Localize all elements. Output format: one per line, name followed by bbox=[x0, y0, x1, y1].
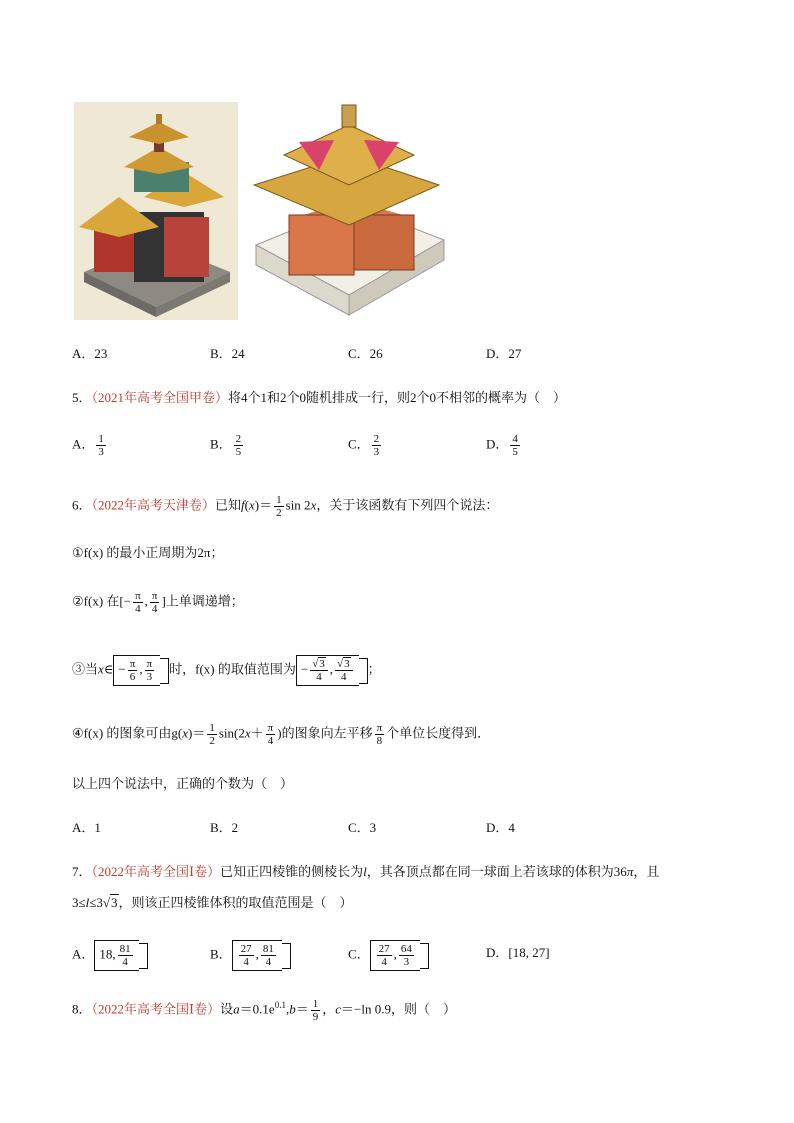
q6-option-c: C．3 bbox=[348, 820, 377, 835]
q4-option-d: D．27 bbox=[486, 346, 522, 361]
q4-option-a: A．23 bbox=[72, 346, 108, 361]
q8-stem: 8．（2022年高考全国Ⅰ卷）设$a=0.1e^{0.1},b=$ $\frac{1}{9}$ ，c＝−ln 0.9，则（ ） bbox=[72, 997, 456, 1023]
building-illustration-left bbox=[74, 102, 238, 320]
q7-option-d: D．[18, 27] bbox=[486, 945, 550, 960]
q6-statement-1: ①f(x) 的最小正周期为2π； bbox=[72, 545, 224, 560]
q7-option-b: B． $\frac{27}{4}$ , $\frac{81}{4}$ bbox=[210, 940, 291, 971]
q5-stem bbox=[72, 388, 566, 408]
q6-stem: 6．（2022年高考天津卷）已知f(x)＝ $\frac{1}{2}$ sin 2x，关于该函数有下列四个说法： bbox=[72, 494, 499, 519]
q6-option-b: B．2 bbox=[210, 820, 239, 835]
q6-statement-3: ③当x∈ − $\frac{\pi}{6}$ , $\frac{\pi}{3}$ 时，f(x) 的取值范围为 − $\frac{√3}{4}$ , $\frac{√3}{4}$ ； bbox=[72, 655, 381, 686]
q5-option-a: A． $\frac{1}{3}$ bbox=[72, 433, 104, 458]
q5-text: 将4个1和2个0随机排成一行，则2个0不相邻的概率为（ ） bbox=[228, 390, 567, 405]
building-illustration-right bbox=[244, 100, 454, 322]
q6-option-d: D．4 bbox=[486, 820, 515, 835]
q4-option-b: B．24 bbox=[210, 346, 245, 361]
q6-question: 以上四个说法中，正确的个数为（ ） bbox=[72, 776, 294, 791]
q6-statement-4: ④f(x) 的图象可由g(x)＝ $\frac{1}{2}$ sin(2x＋ $\frac{\pi}{4}$ )的图象向左平移 $\frac{\pi}{8}$ 个单位长度得到． bbox=[72, 722, 491, 747]
q5-option-d: D． $\frac{4}{5}$ bbox=[486, 433, 518, 458]
q5-option-c: C． $\frac{2}{3}$ bbox=[348, 433, 380, 458]
q6-option-a: A．1 bbox=[72, 820, 101, 835]
q7-stem-line2: 3≤l≤3√3，则该正四棱锥体积的取值范围是（ ） bbox=[72, 895, 353, 910]
q7-stem-line1: 7．（2022年高考全国Ⅰ卷）已知正四棱锥的侧棱长为l，其各顶点都在同一球面上若该球的体积为36π，且 bbox=[72, 864, 660, 879]
q5-source: （2021年高考全国甲卷） bbox=[91, 390, 229, 405]
q5-option-b: B． $\frac{2}{5}$ bbox=[210, 433, 242, 458]
q5-number: 5． bbox=[72, 390, 92, 405]
q6-statement-2: ②f(x) 在[− $\frac{\pi}{4}$ , $\frac{\pi}{4}$ ]上单调递增； bbox=[72, 590, 244, 615]
q7-option-a: A． 18, $\frac{81}{4}$ bbox=[72, 940, 148, 971]
q4-option-c: C．26 bbox=[348, 346, 383, 361]
q7-option-c: C． $\frac{27}{4}$ , $\frac{64}{3}$ bbox=[348, 940, 429, 971]
